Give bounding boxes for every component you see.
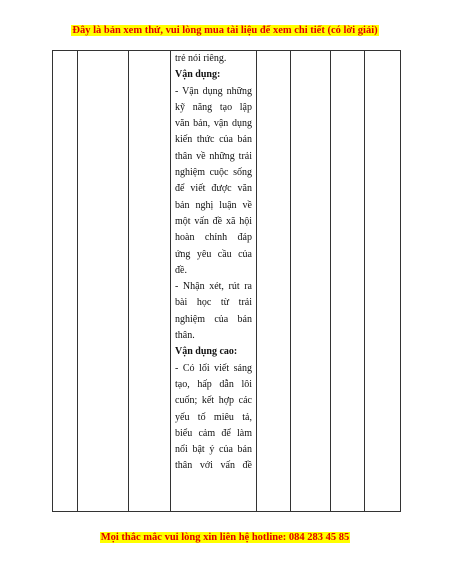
preview-banner: [0, 25, 450, 36]
text-line: hoàn chỉnh đáp: [175, 232, 252, 244]
text-line: - Nhận xét, rút ra: [175, 281, 252, 293]
text-line: đề.: [175, 264, 187, 276]
text-line: trẻ nói riêng.: [175, 53, 227, 64]
text-line: cuốn; kết hợp các: [175, 395, 252, 407]
hotline-banner: [0, 532, 450, 543]
text-line: tạo, hấp dẫn lôi: [175, 378, 252, 390]
text-line: nghiệm cuộc sống: [175, 167, 252, 179]
text-line: - Có lối viết sáng: [175, 362, 252, 374]
text-line: một vấn đề xã hội: [175, 215, 252, 227]
text-line: ứng yêu cầu của: [175, 248, 252, 260]
text-line: thân về những trải: [175, 150, 252, 162]
text-line: - Vận dụng những: [175, 85, 252, 97]
text-line: thân với vấn đề: [175, 460, 252, 472]
table-cell-level-2: [291, 51, 331, 512]
text-line: kỹ năng tạo lập: [175, 101, 252, 113]
text-line: yếu tố miêu tả,: [175, 411, 252, 423]
table-row: [53, 51, 401, 512]
hotline-banner-text: Mọi thắc mắc vui lòng xin liên hệ hotline: 084 283 45 85: [100, 532, 350, 543]
section-heading: Vận dụng cao:: [175, 346, 238, 358]
section-heading: Vận dụng:: [175, 69, 221, 81]
table-cell-description: [171, 51, 257, 512]
text-line: nghiệm của bản: [175, 313, 252, 325]
text-line: để viết được văn: [175, 183, 252, 195]
text-line: biểu cảm để làm: [175, 427, 252, 439]
text-line: bài học từ trải: [175, 297, 252, 309]
text-line: kiến thức của bản: [175, 134, 252, 146]
table-cell-level-4: [365, 51, 401, 512]
table-cell-unit: [129, 51, 171, 512]
assessment-table: [52, 50, 401, 512]
text-line: văn bản, vận dụng: [175, 118, 252, 130]
table-cell-level-3: [331, 51, 365, 512]
text-line: nổi bật ý của bản: [175, 444, 252, 456]
preview-banner-text: Đây là bản xem thử, vui lòng mua tài liệu để xem chi tiết (có lời giải): [72, 25, 378, 36]
text-line: thân.: [175, 330, 195, 342]
text-line: bản nghị luận về: [175, 199, 252, 211]
table-cell-index: [53, 51, 78, 512]
description-text: [171, 51, 256, 475]
table-cell-skill: [78, 51, 129, 512]
table-cell-level-1: [257, 51, 291, 512]
